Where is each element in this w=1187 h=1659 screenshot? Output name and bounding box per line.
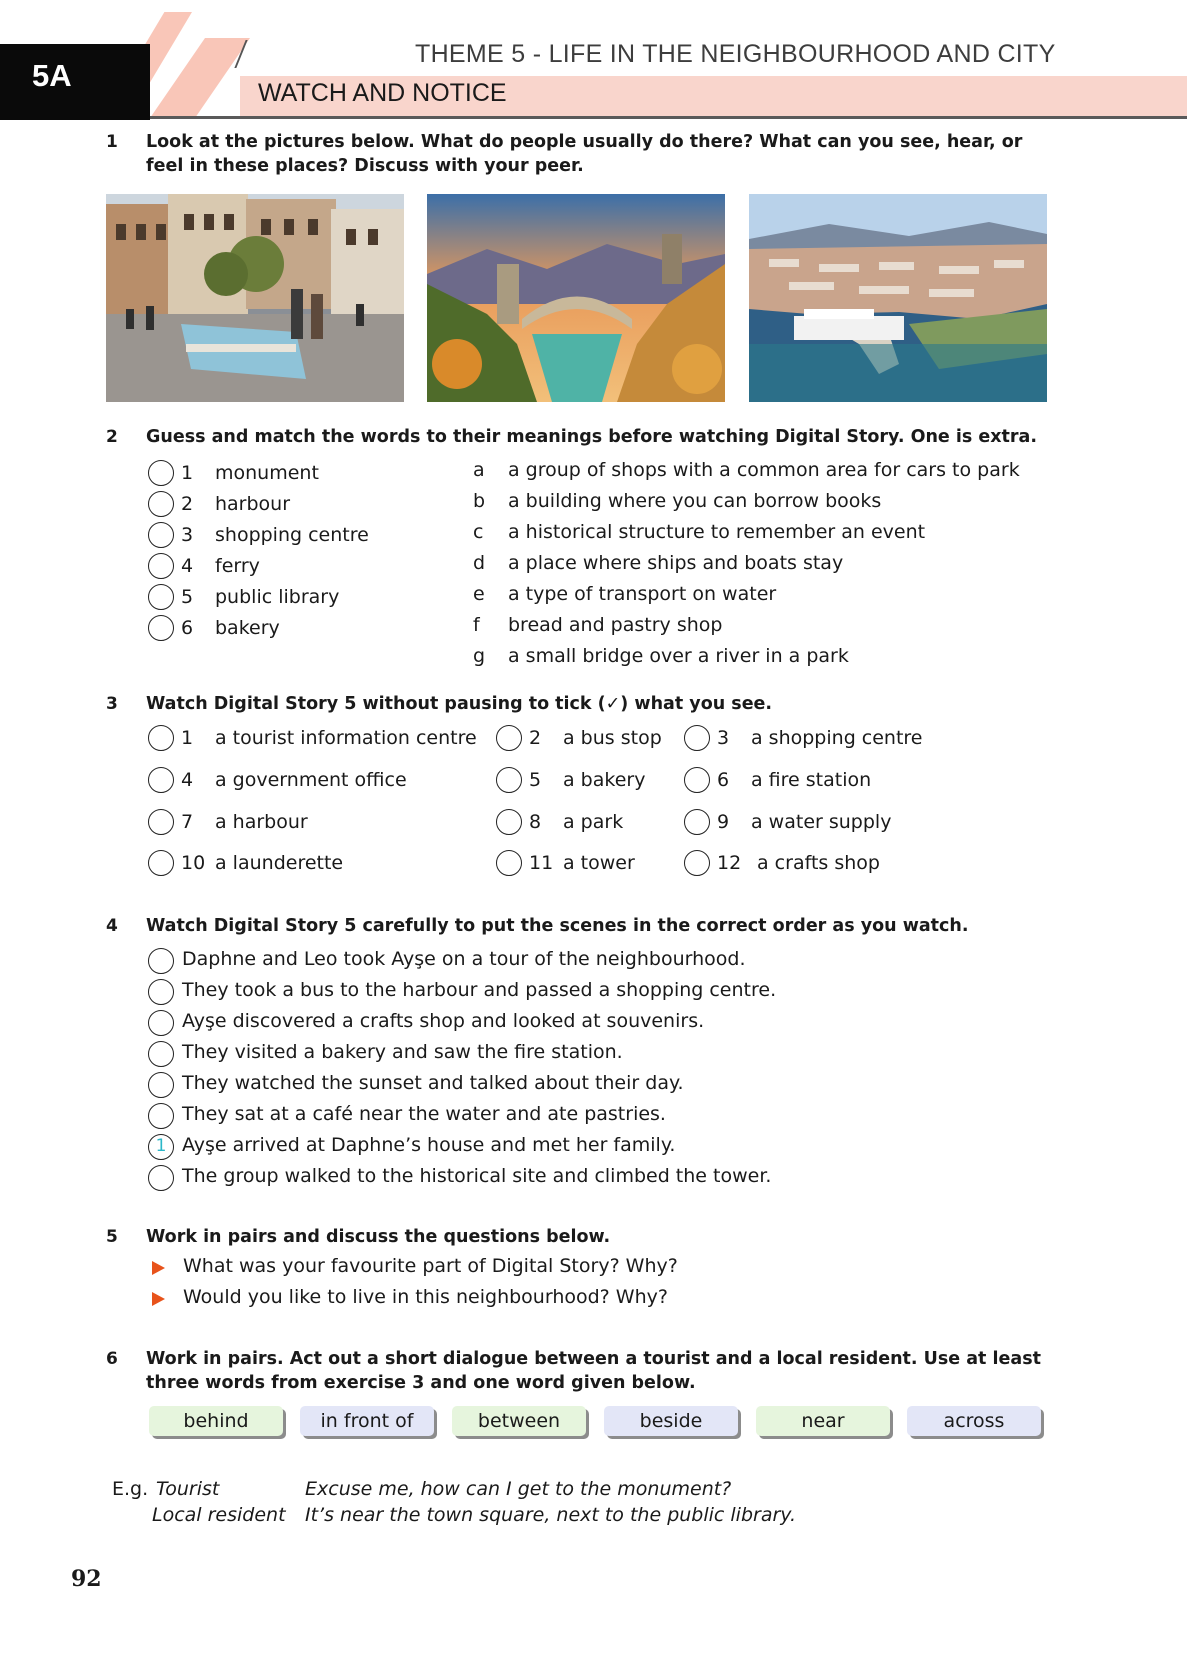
item-text: a fire station (751, 769, 872, 791)
page-number: 92 (71, 1566, 102, 1592)
answer-circle[interactable] (148, 491, 174, 517)
bullet-arrow-icon (152, 1292, 165, 1306)
order-circle[interactable] (148, 948, 174, 974)
word-number: 6 (181, 617, 194, 639)
order-circle[interactable] (148, 1010, 174, 1036)
example-speaker-resident: Local resident (152, 1504, 286, 1526)
bullet-arrow-icon (152, 1261, 165, 1275)
item-text: a crafts shop (757, 852, 880, 874)
word-chip-near: near (756, 1406, 890, 1436)
meaning-text: a place where ships and boats stay (508, 552, 844, 574)
meaning-letter: f (473, 614, 480, 636)
item-number: 10 (181, 852, 206, 874)
item-text: a tourist information centre (215, 727, 477, 749)
scene-text: They visited a bakery and saw the fire station. (182, 1041, 623, 1063)
meaning-text: a group of shops with a common area for cars to park (508, 459, 1020, 481)
word-number: 4 (181, 555, 194, 577)
tick-circle[interactable] (496, 850, 522, 876)
word-item: harbour (215, 493, 291, 515)
exercise-6-number: 6 (106, 1349, 118, 1369)
meaning-text: a building where you can borrow books (508, 490, 882, 512)
item-text: a government office (215, 769, 407, 791)
word-chip-between: between (452, 1406, 586, 1436)
item-text: a harbour (215, 811, 308, 833)
order-circle[interactable] (148, 1072, 174, 1098)
meaning-letter: g (473, 645, 486, 667)
tick-circle[interactable] (148, 767, 174, 793)
exercise-4-number: 4 (106, 916, 118, 936)
meaning-letter: c (473, 521, 484, 543)
word-chip-beside: beside (604, 1406, 738, 1436)
word-chip-behind: behind (149, 1406, 283, 1436)
word-item: public library (215, 586, 340, 608)
tick-circle[interactable] (148, 809, 174, 835)
example-line-tourist: Excuse me, how can I get to the monument? (305, 1478, 732, 1500)
exercise-2-instruction: Guess and match the words to their meanings before watching Digital Story. One is extra. (146, 427, 1038, 447)
tick-circle[interactable] (148, 725, 174, 751)
word-item: monument (215, 462, 319, 484)
item-text: a bus stop (563, 727, 662, 749)
meaning-letter: b (473, 490, 486, 512)
item-number: 5 (529, 769, 542, 791)
unit-label: 5A (32, 58, 72, 93)
scene-text: They took a bus to the harbour and passed a shopping centre. (182, 979, 777, 1001)
exercise-4-instruction: Watch Digital Story 5 carefully to put the scenes in the correct order as you watch. (146, 916, 969, 936)
photo-old-bridge (427, 194, 725, 402)
photo-town-square (106, 194, 404, 402)
item-text: a launderette (215, 852, 344, 874)
scene-text: Ayşe discovered a crafts shop and looked at souvenirs. (182, 1010, 705, 1032)
item-text: a bakery (563, 769, 646, 791)
theme-title: THEME 5 - LIFE IN THE NEIGHBOURHOOD AND CITY (415, 40, 1056, 68)
item-text: a tower (563, 852, 635, 874)
tick-circle[interactable] (148, 850, 174, 876)
word-item: bakery (215, 617, 280, 639)
word-chip-in-front-of: in front of (300, 1406, 434, 1436)
scene-text: Ayşe arrived at Daphne’s house and met her family. (182, 1134, 676, 1156)
word-item: shopping centre (215, 524, 369, 546)
exercise-1-instruction: Look at the pictures below. What do people usually do there? What can you see, hear, or feel in these places? Discuss with your peer. (146, 132, 1023, 176)
word-number: 2 (181, 493, 194, 515)
answer-circle[interactable] (148, 615, 174, 641)
meaning-letter: d (473, 552, 486, 574)
exercise-3-instruction: Watch Digital Story 5 without pausing to tick (✓) what you see. (146, 694, 773, 714)
answer-circle[interactable] (148, 584, 174, 610)
item-number: 6 (717, 769, 730, 791)
tick-circle[interactable] (496, 767, 522, 793)
example-label: E.g. (112, 1478, 149, 1500)
exercise-5-instruction: Work in pairs and discuss the questions below. (146, 1227, 611, 1247)
tick-circle[interactable] (684, 850, 710, 876)
scene-text: Daphne and Leo took Ayşe on a tour of the neighbourhood. (182, 948, 746, 970)
scene-text: They watched the sunset and talked about their day. (182, 1072, 684, 1094)
item-text: a park (563, 811, 624, 833)
meaning-text: bread and pastry shop (508, 614, 723, 636)
scene-text: They sat at a café near the water and ate pastries. (182, 1103, 666, 1125)
header-underline (150, 116, 1187, 119)
item-number: 11 (529, 852, 554, 874)
item-number: 7 (181, 811, 194, 833)
meaning-text: a small bridge over a river in a park (508, 645, 849, 667)
answer-circle[interactable] (148, 553, 174, 579)
word-number: 5 (181, 586, 194, 608)
item-text: a shopping centre (751, 727, 923, 749)
order-circle[interactable] (148, 1165, 174, 1191)
scene-text: The group walked to the historical site and climbed the tower. (182, 1165, 772, 1187)
discussion-question: What was your favourite part of Digital Story? Why? (183, 1255, 678, 1277)
tick-circle[interactable] (684, 809, 710, 835)
exercise-1-number: 1 (106, 132, 118, 152)
item-number: 3 (717, 727, 730, 749)
tick-circle[interactable] (684, 725, 710, 751)
answer-circle[interactable] (148, 460, 174, 486)
photo-harbour-city (749, 194, 1047, 402)
meaning-letter: a (473, 459, 485, 481)
item-number: 4 (181, 769, 194, 791)
discussion-question: Would you like to live in this neighbourhood? Why? (183, 1286, 668, 1308)
item-number: 1 (181, 727, 194, 749)
item-number: 12 (717, 852, 742, 874)
word-number: 3 (181, 524, 194, 546)
tick-circle[interactable] (496, 809, 522, 835)
meaning-text: a type of transport on water (508, 583, 777, 605)
order-circle[interactable] (148, 1103, 174, 1129)
word-number: 1 (181, 462, 194, 484)
exercise-2-number: 2 (106, 427, 118, 447)
unit-tab (0, 44, 150, 120)
item-number: 8 (529, 811, 542, 833)
tick-circle[interactable] (684, 767, 710, 793)
example-speaker-tourist: Tourist (156, 1478, 220, 1500)
item-text: a water supply (751, 811, 892, 833)
order-circle[interactable] (148, 979, 174, 1005)
item-number: 2 (529, 727, 542, 749)
section-title: WATCH AND NOTICE (258, 79, 507, 107)
answer-circle[interactable] (148, 522, 174, 548)
exercise-5-number: 5 (106, 1227, 118, 1247)
word-chip-across: across (907, 1406, 1041, 1436)
meaning-letter: e (473, 583, 485, 605)
example-line-resident: It’s near the town square, next to the public library. (305, 1504, 797, 1526)
exercise-3-number: 3 (106, 694, 118, 714)
order-circle[interactable]: 1 (148, 1134, 174, 1160)
item-number: 9 (717, 811, 730, 833)
exercise-6-instruction: Work in pairs. Act out a short dialogue between a tourist and a local resident. Use at least three words from exercise 3 and one word given below. (146, 1349, 1041, 1393)
meaning-text: a historical structure to remember an event (508, 521, 926, 543)
tick-circle[interactable] (496, 725, 522, 751)
order-circle[interactable] (148, 1041, 174, 1067)
word-item: ferry (215, 555, 260, 577)
